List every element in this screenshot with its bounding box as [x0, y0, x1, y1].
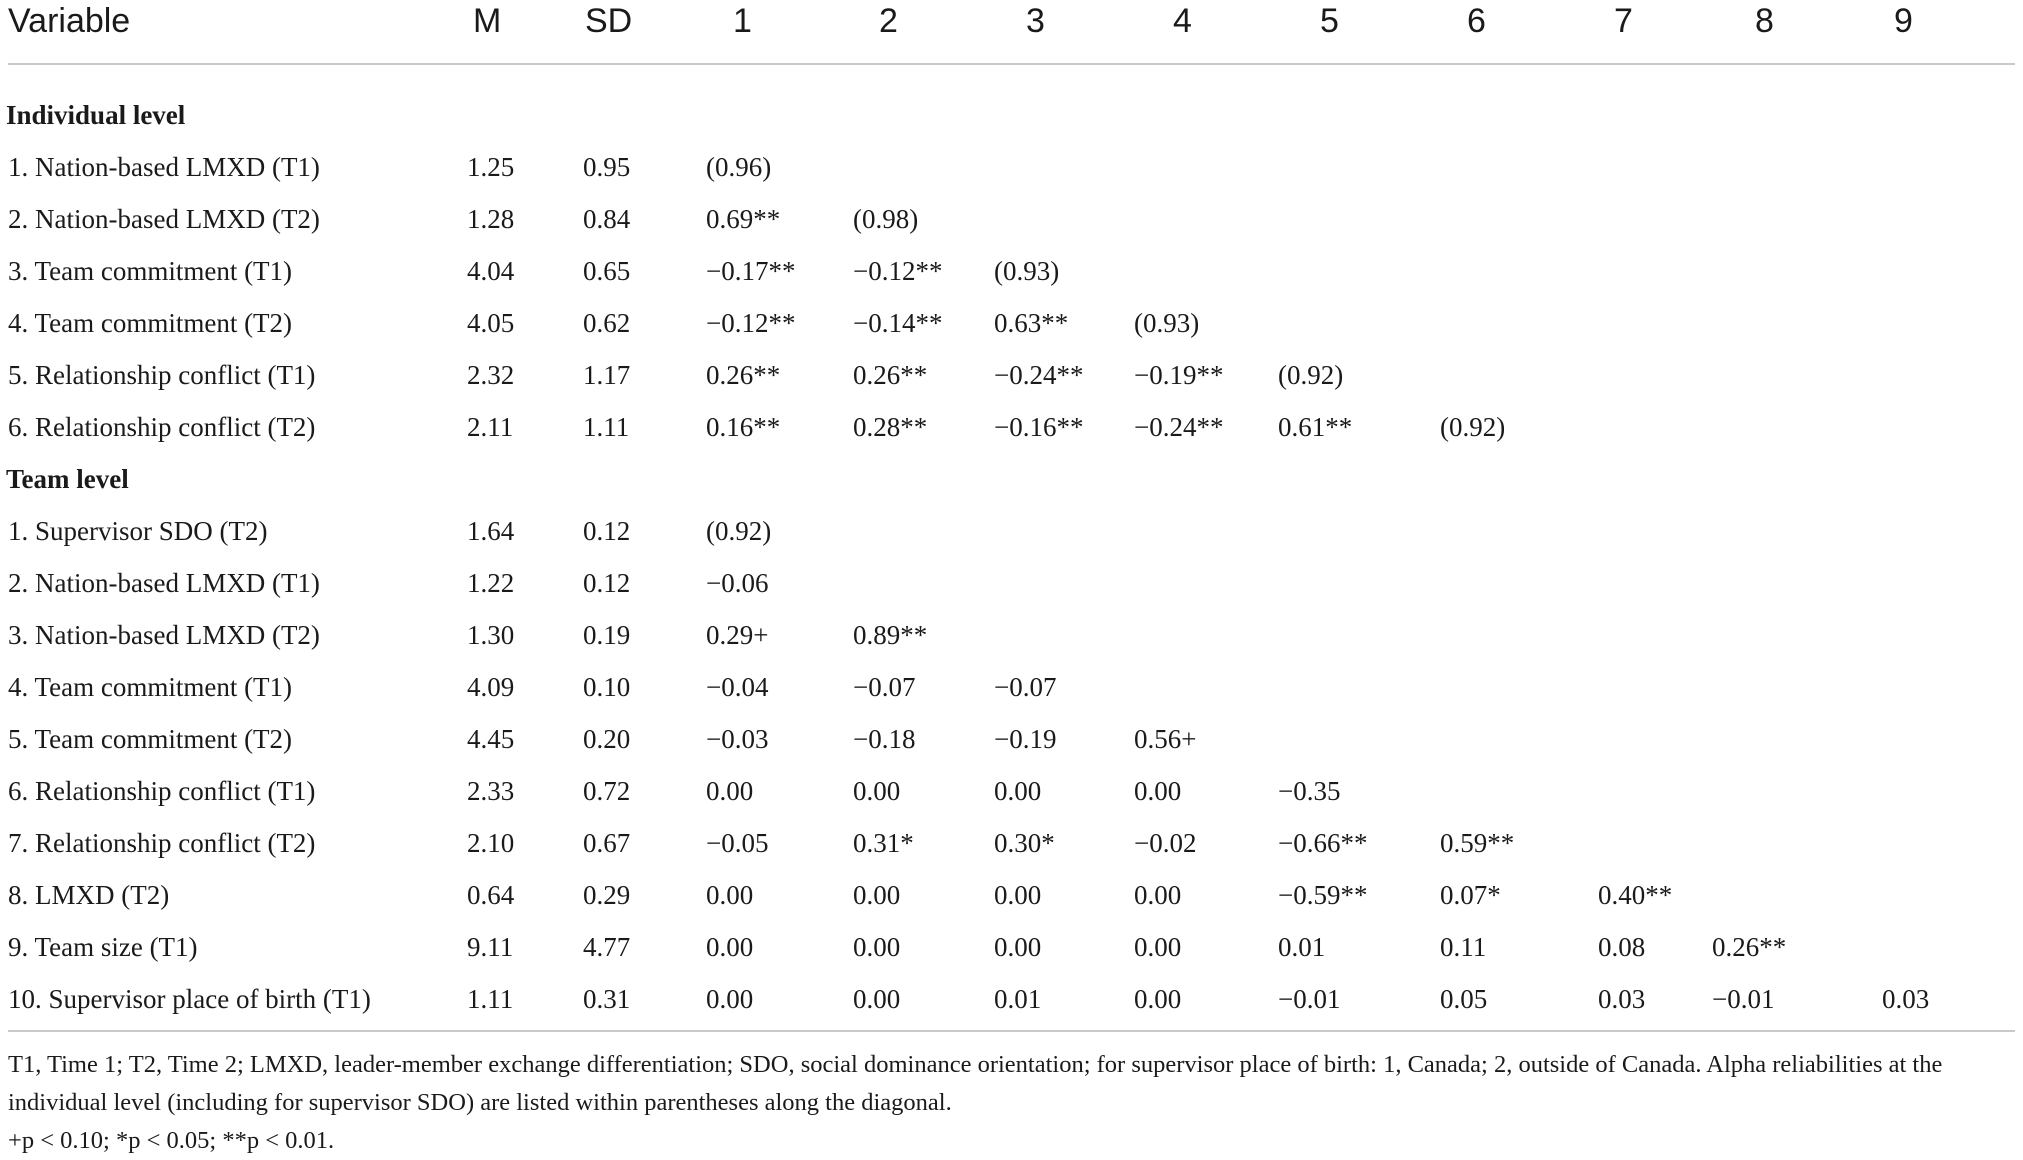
table-row	[0, 714, 2023, 766]
header-col-8: 8	[1755, 2, 1774, 40]
correlation-cell: −0.59**	[1278, 880, 1368, 910]
variable-label: 4. Team commitment (T1)	[8, 672, 293, 702]
correlation-cell: 0.01	[1278, 932, 1326, 962]
correlation-cell: 0.00	[994, 932, 1042, 962]
correlation-cell: 0.16**	[706, 412, 781, 442]
correlation-cell: 0.30*	[994, 828, 1055, 858]
correlation-cell: 0.00	[706, 776, 754, 806]
variable-label: 2. Nation-based LMXD (T1)	[8, 568, 320, 598]
correlation-cell: −0.24**	[994, 360, 1084, 390]
correlation-cell: −0.07	[994, 672, 1057, 702]
header-col-1: 1	[733, 2, 752, 40]
section-heading	[0, 454, 2023, 506]
correlation-cell: 0.01	[994, 984, 1042, 1014]
mean-value: 1.22	[467, 568, 515, 598]
correlation-cell: (0.92)	[1440, 412, 1506, 442]
table-row	[0, 870, 2023, 922]
variable-label: 10. Supervisor place of birth (T1)	[8, 984, 371, 1014]
correlation-cell: 0.63**	[994, 308, 1069, 338]
variable-label: 1. Nation-based LMXD (T1)	[8, 152, 320, 182]
correlation-cell: 0.00	[1134, 932, 1182, 962]
footer-rule	[8, 1030, 2015, 1032]
variable-label: 5. Relationship conflict (T1)	[8, 360, 316, 390]
mean-value: 1.30	[467, 620, 515, 650]
variable-label: 6. Relationship conflict (T1)	[8, 776, 316, 806]
header-rule	[8, 63, 2015, 65]
mean-value: 1.25	[467, 152, 515, 182]
header-m: M	[473, 2, 502, 40]
sd-value: 0.62	[583, 308, 631, 338]
correlation-cell: 0.28**	[853, 412, 928, 442]
sd-value: 0.65	[583, 256, 631, 286]
mean-value: 4.45	[467, 724, 515, 754]
sd-value: 0.29	[583, 880, 631, 910]
correlation-cell: −0.24**	[1134, 412, 1224, 442]
sd-value: 0.10	[583, 672, 631, 702]
sd-value: 0.84	[583, 204, 631, 234]
correlation-cell: (0.93)	[994, 256, 1060, 286]
correlation-cell: −0.05	[706, 828, 769, 858]
correlation-cell: 0.59**	[1440, 828, 1515, 858]
mean-value: 1.28	[467, 204, 515, 234]
header-col-3: 3	[1026, 2, 1045, 40]
mean-value: 1.11	[467, 984, 514, 1014]
correlation-cell: 0.00	[1134, 984, 1182, 1014]
mean-value: 0.64	[467, 880, 515, 910]
table-row	[0, 610, 2023, 662]
correlation-cell: −0.07	[853, 672, 916, 702]
table-row	[0, 922, 2023, 974]
sd-value: 0.12	[583, 516, 631, 546]
correlation-cell: 0.03	[1882, 984, 1930, 1014]
variable-label: 4. Team commitment (T2)	[8, 308, 293, 338]
correlation-cell: (0.92)	[706, 516, 772, 546]
table-row	[0, 298, 2023, 350]
variable-label: 1. Supervisor SDO (T2)	[8, 516, 268, 546]
header-variable: Variable	[8, 2, 131, 40]
header-col-7: 7	[1614, 2, 1633, 40]
correlation-cell: (0.93)	[1134, 308, 1200, 338]
footnote-significance: +p < 0.10; *p < 0.05; **p < 0.01.	[8, 1127, 335, 1154]
correlation-cell: 0.26**	[706, 360, 781, 390]
section-heading	[0, 90, 2023, 142]
variable-label: 9. Team size (T1)	[8, 932, 198, 962]
correlation-cell: −0.35	[1278, 776, 1341, 806]
mean-value: 2.11	[467, 412, 514, 442]
correlation-cell: (0.98)	[853, 204, 919, 234]
correlation-cell: 0.00	[853, 932, 901, 962]
header-col-6: 6	[1467, 2, 1486, 40]
correlation-cell: 0.00	[853, 880, 901, 910]
correlation-cell: −0.12**	[853, 256, 943, 286]
correlation-cell: 0.11	[1440, 932, 1487, 962]
table-row	[0, 818, 2023, 870]
table-row	[0, 246, 2023, 298]
table-row	[0, 766, 2023, 818]
variable-label: 3. Team commitment (T1)	[8, 256, 293, 286]
correlation-cell: (0.96)	[706, 152, 772, 182]
correlation-cell: 0.03	[1598, 984, 1646, 1014]
mean-value: 4.04	[467, 256, 515, 286]
correlation-cell: 0.00	[853, 984, 901, 1014]
footnote-abbreviations: T1, Time 1; T2, Time 2; LMXD, leader-member exchange differentiation; SDO, social dominance orientation; for supervisor place of birth: 1, Canada; 2, outside of Canada. Alpha reliabilities at the individual level (including for supervisor SDO) are listed within parentheses along the diagonal.	[8, 1051, 1943, 1116]
mean-value: 9.11	[467, 932, 514, 962]
header-col-4: 4	[1173, 2, 1192, 40]
variable-label: 6. Relationship conflict (T2)	[8, 412, 316, 442]
correlation-cell: −0.01	[1278, 984, 1341, 1014]
mean-value: 1.64	[467, 516, 515, 546]
correlation-cell: 0.26**	[853, 360, 928, 390]
correlation-cell: 0.31*	[853, 828, 914, 858]
correlation-cell: 0.61**	[1278, 412, 1353, 442]
correlation-cell: −0.18	[853, 724, 916, 754]
correlation-cell: 0.00	[706, 880, 754, 910]
header-sd: SD	[585, 2, 633, 40]
correlation-cell: −0.66**	[1278, 828, 1368, 858]
sd-value: 1.11	[583, 412, 630, 442]
correlation-cell: (0.92)	[1278, 360, 1344, 390]
sd-value: 0.72	[583, 776, 631, 806]
header-col-9: 9	[1894, 2, 1913, 40]
correlation-cell: 0.40**	[1598, 880, 1673, 910]
section-title: Team level	[6, 464, 129, 494]
correlation-cell: 0.05	[1440, 984, 1488, 1014]
correlation-cell: 0.00	[706, 932, 754, 962]
sd-value: 0.31	[583, 984, 631, 1014]
table-header	[0, 0, 2023, 62]
correlation-cell: 0.69**	[706, 204, 781, 234]
variable-label: 7. Relationship conflict (T2)	[8, 828, 316, 858]
header-col-5: 5	[1320, 2, 1339, 40]
table-row	[0, 402, 2023, 454]
section-title: Individual level	[6, 100, 186, 130]
correlation-cell: 0.00	[1134, 776, 1182, 806]
variable-label: 3. Nation-based LMXD (T2)	[8, 620, 320, 650]
sd-value: 0.20	[583, 724, 631, 754]
variable-label: 5. Team commitment (T2)	[8, 724, 293, 754]
correlation-cell: −0.14**	[853, 308, 943, 338]
correlation-cell: 0.07*	[1440, 880, 1501, 910]
correlation-cell: −0.06	[706, 568, 769, 598]
table-row	[0, 558, 2023, 610]
correlation-cell: −0.19	[994, 724, 1057, 754]
correlation-cell: −0.01	[1712, 984, 1775, 1014]
correlation-cell: 0.00	[1134, 880, 1182, 910]
correlation-cell: 0.00	[994, 776, 1042, 806]
mean-value: 2.10	[467, 828, 515, 858]
correlation-cell: −0.17**	[706, 256, 796, 286]
table-footnote	[8, 1046, 2015, 1160]
table-row	[0, 974, 2023, 1026]
correlation-cell: −0.19**	[1134, 360, 1224, 390]
sd-value: 0.67	[583, 828, 631, 858]
correlation-cell: −0.16**	[994, 412, 1084, 442]
correlation-cell: 0.56+	[1134, 724, 1197, 754]
table-row	[0, 662, 2023, 714]
table-row	[0, 350, 2023, 402]
sd-value: 0.12	[583, 568, 631, 598]
correlation-cell: 0.29+	[706, 620, 769, 650]
correlation-cell: 0.00	[994, 880, 1042, 910]
mean-value: 2.33	[467, 776, 515, 806]
correlation-cell: 0.89**	[853, 620, 928, 650]
mean-value: 4.05	[467, 308, 515, 338]
correlation-cell: 0.00	[706, 984, 754, 1014]
header-col-2: 2	[879, 2, 898, 40]
table-body	[0, 90, 2023, 1026]
table-row	[0, 142, 2023, 194]
variable-label: 2. Nation-based LMXD (T2)	[8, 204, 320, 234]
mean-value: 4.09	[467, 672, 515, 702]
mean-value: 2.32	[467, 360, 515, 390]
variable-label: 8. LMXD (T2)	[8, 880, 170, 910]
correlation-cell: 0.08	[1598, 932, 1646, 962]
correlation-cell: −0.12**	[706, 308, 796, 338]
table-row	[0, 506, 2023, 558]
sd-value: 0.95	[583, 152, 631, 182]
sd-value: 1.17	[583, 360, 631, 390]
correlation-cell: −0.04	[706, 672, 769, 702]
correlation-cell: −0.02	[1134, 828, 1197, 858]
correlation-cell: 0.00	[853, 776, 901, 806]
table-row	[0, 194, 2023, 246]
sd-value: 0.19	[583, 620, 631, 650]
correlation-cell: −0.03	[706, 724, 769, 754]
correlation-cell: 0.26**	[1712, 932, 1787, 962]
sd-value: 4.77	[583, 932, 631, 962]
